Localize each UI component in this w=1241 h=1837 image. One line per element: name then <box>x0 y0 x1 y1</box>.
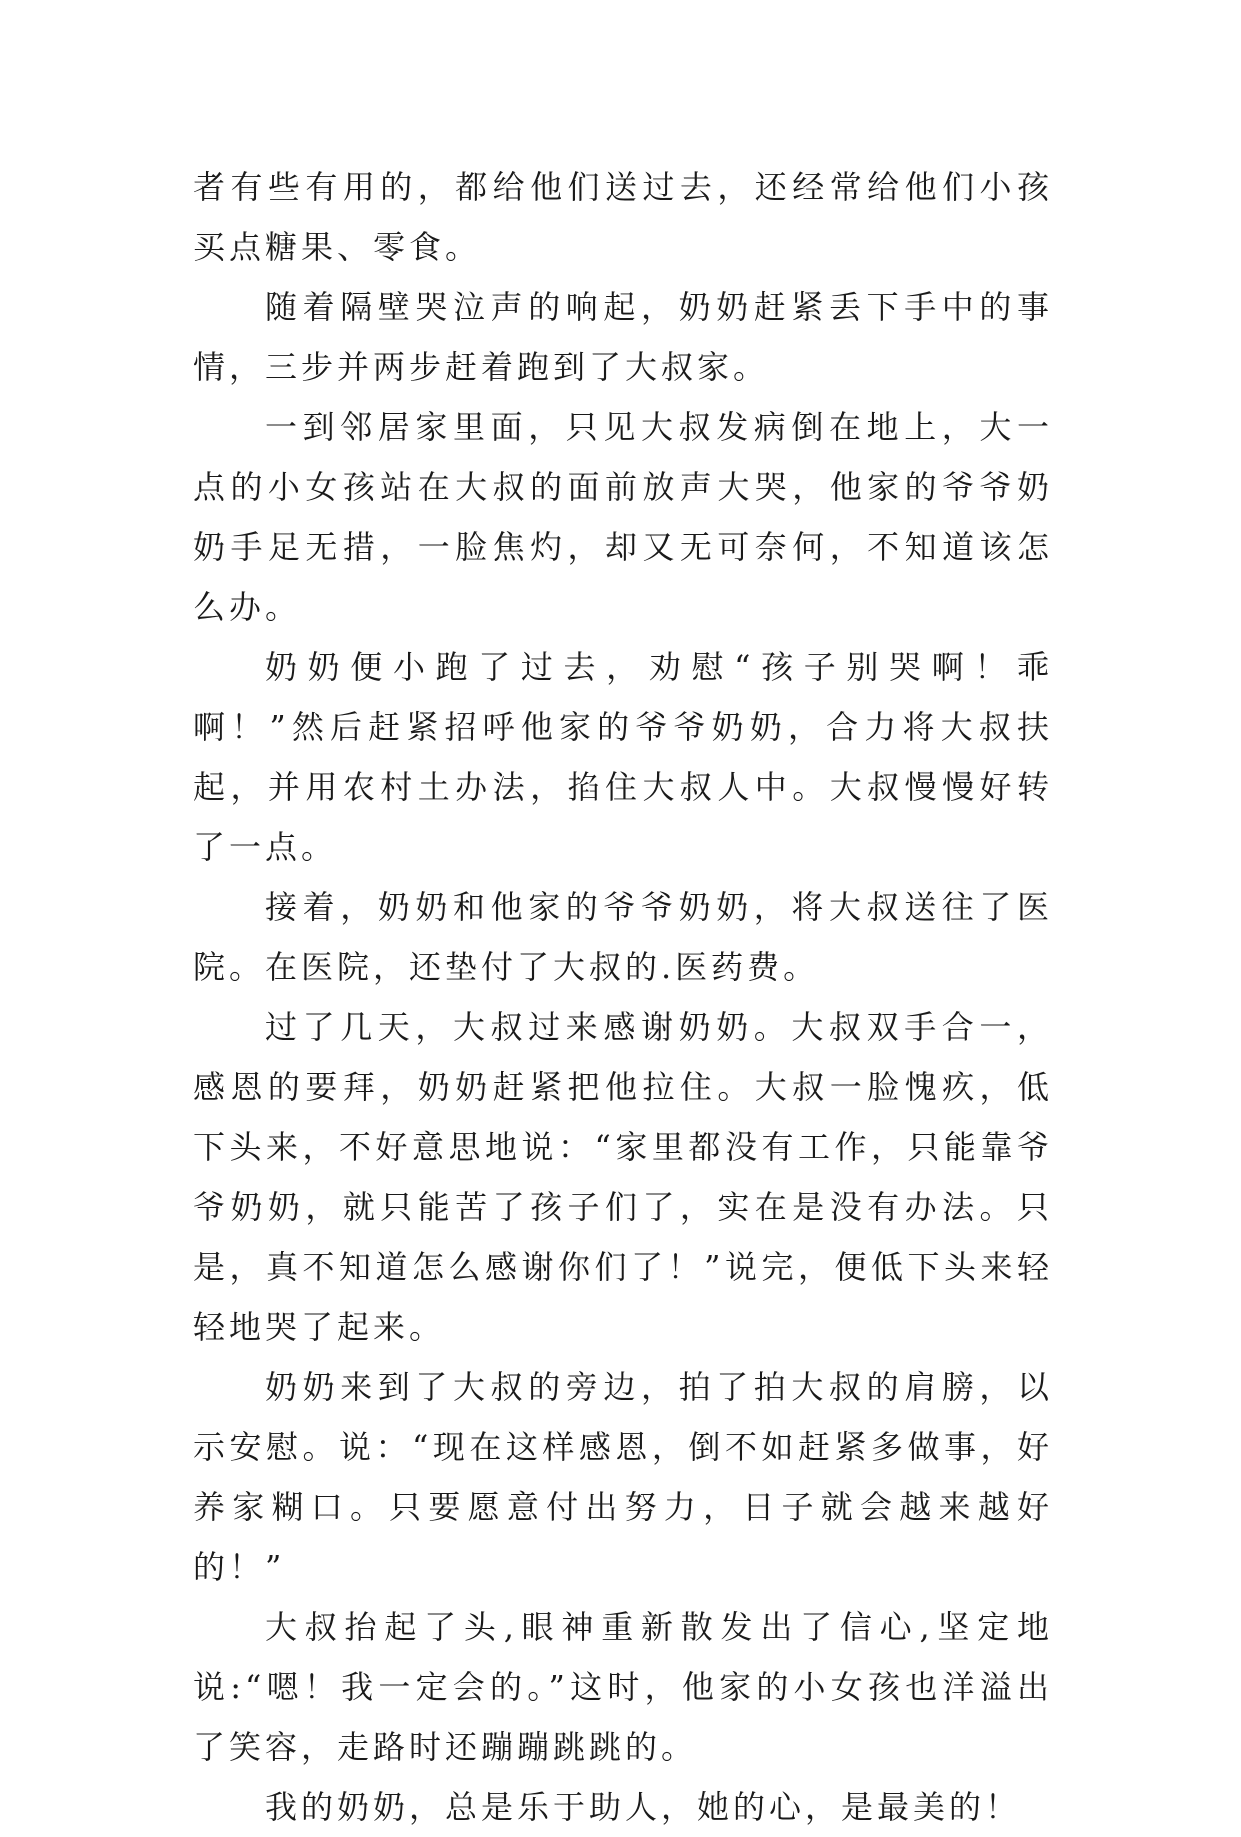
paragraph-9: 我的奶奶，总是乐于助人，她的心，是最美的！ <box>265 1788 1022 1826</box>
paragraph-1: 者有些有用的，都给他们送过去，还经常给他们小孩买点糖果、零食。 <box>193 168 1053 266</box>
paragraph-6: 过了几天，大叔过来感谢奶奶。大叔双手合一，感恩的要拜，奶奶赶紧把他拉住。大叔一脸愧疚，低下头来，不好意思地说：“家里都没有工作，只能靠爷爷奶奶，就只能苦了孩子们了，实在是没有办法。只是，真不知道怎么感谢你们了！”说完，便低下头来轻轻地哭了起来。 <box>193 1008 1053 1346</box>
paragraph-8: 大叔抬起了头,眼神重新散发出了信心,坚定地说:“嗯！我一定会的。”这时，他家的小女孩也洋溢出了笑容，走路时还蹦蹦跳跳的。 <box>193 1608 1053 1766</box>
paragraph-2: 随着隔壁哭泣声的响起，奶奶赶紧丢下手中的事情，三步并两步赶着跑到了大叔家。 <box>193 288 1053 386</box>
article-body <box>193 157 1053 1837</box>
paragraph-3: 一到邻居家里面，只见大叔发病倒在地上，大一点的小女孩站在大叔的面前放声大哭，他家的爷爷奶奶手足无措，一脸焦灼，却又无可奈何，不知道该怎么办。 <box>193 408 1053 626</box>
paragraph-7: 奶奶来到了大叔的旁边，拍了拍大叔的肩膀，以示安慰。说：“现在这样感恩，倒不如赶紧多做事，好养家糊口。只要愿意付出努力，日子就会越来越好的！” <box>193 1368 1053 1586</box>
paragraph-4: 奶奶便小跑了过去，劝慰“孩子别哭啊！乖啊！”然后赶紧招呼他家的爷爷奶奶，合力将大叔扶起，并用农村土办法，掐住大叔人中。大叔慢慢好转了一点。 <box>193 648 1053 866</box>
paragraph-5: 接着，奶奶和他家的爷爷奶奶，将大叔送往了医院。在医院，还垫付了大叔的.医药费。 <box>193 888 1053 986</box>
